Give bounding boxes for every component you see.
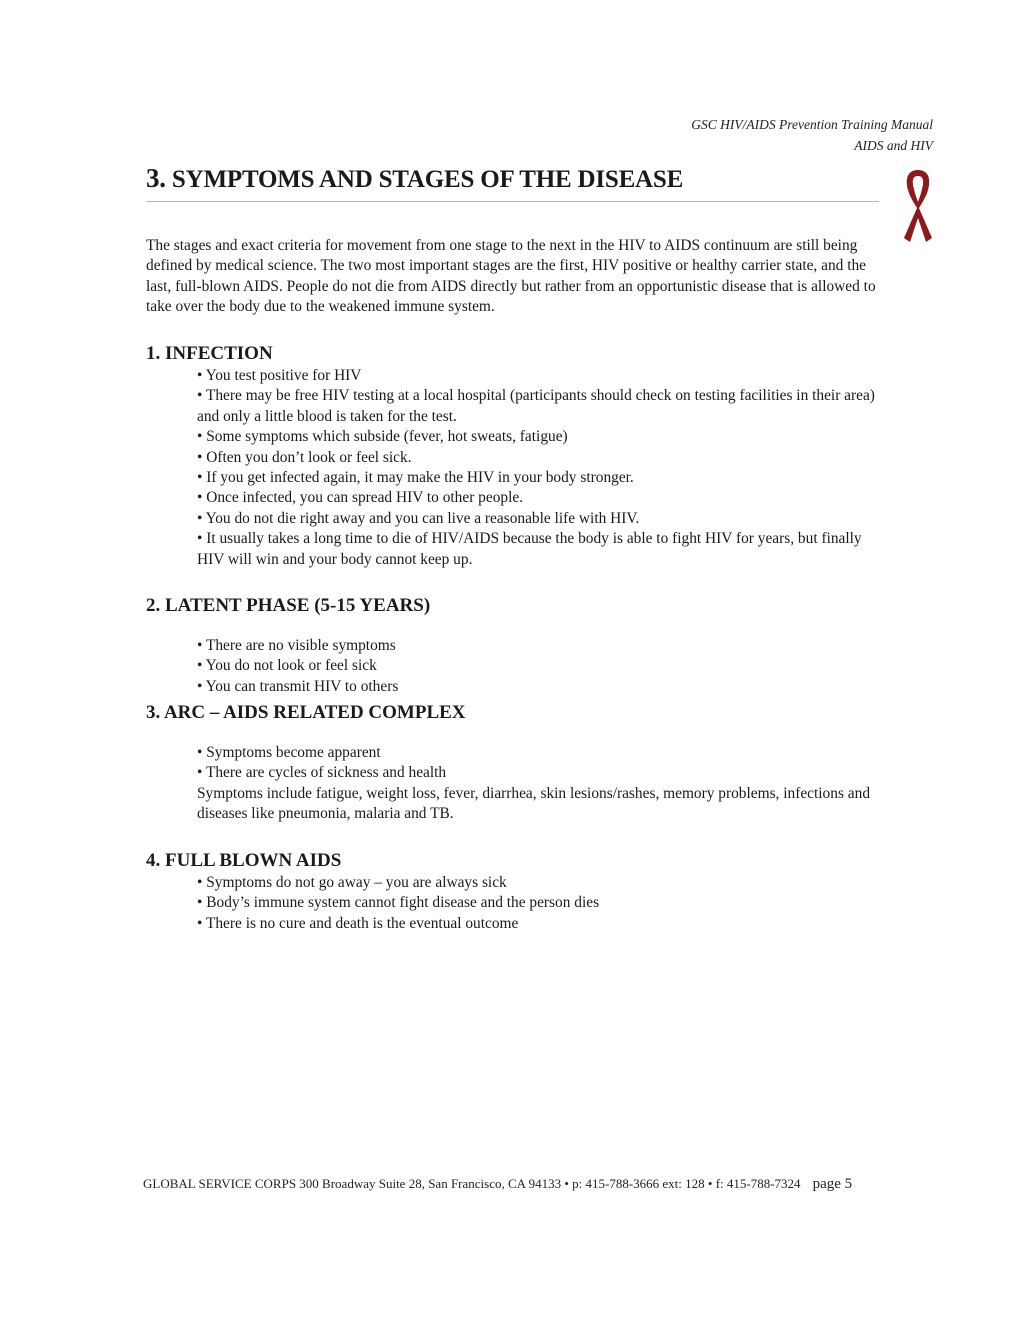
- section-heading: 3. ARC – AIDS RELATED COMPLEX: [146, 702, 466, 723]
- list-item: • There are cycles of sickness and health: [197, 764, 447, 782]
- footer-contact: GLOBAL SERVICE CORPS 300 Broadway Suite 28, San Francisco, CA 94133 • p: 415-788-3666 ext: 128 • f: 415-788-7324: [143, 1176, 801, 1191]
- section-full-blown-aids: [146, 849, 886, 934]
- bullet-list: [197, 366, 886, 570]
- bullet-list: [197, 636, 886, 697]
- title-divider: [146, 201, 879, 202]
- list-item: • There is no cure and death is the eventual outcome: [197, 914, 519, 932]
- section-latent-phase: [146, 594, 886, 697]
- list-item: • There may be free HIV testing at a local hospital (participants should check on testing facilities in their area) and only a little blood is taken for the test.: [197, 387, 875, 425]
- section-heading: 1. INFECTION: [146, 343, 273, 364]
- title-row: [146, 160, 879, 198]
- section-infection: [146, 342, 886, 570]
- section-heading: 2. LATENT PHASE (5-15 YEARS): [146, 595, 431, 616]
- list-item: • Often you don’t look or feel sick.: [197, 448, 412, 466]
- list-item: • You do not die right away and you can live a reasonable life with HIV.: [197, 509, 640, 527]
- section-arc: [146, 701, 886, 825]
- list-item: • There are no visible symptoms: [197, 637, 396, 654]
- title-number: 3.: [146, 163, 166, 193]
- section-heading: 4. FULL BLOWN AIDS: [146, 850, 342, 871]
- intro-paragraph: The stages and exact criteria for movement from one stage to the next in the HIV to AIDS continuum are still being defined by medical science. The two most important stages are the first, HIV positive or healthy carrier state, and the last, full-blown AIDS. People do not die from AIDS directly but rather from an opportunistic disease that is allowed to take over the body due to the weakened immune system.: [146, 237, 876, 316]
- list-item: • Body’s immune system cannot fight disease and the person dies: [197, 894, 600, 912]
- list-item: Symptoms include fatigue, weight loss, fever, diarrhea, skin lesions/rashes, memory problems, infections and diseases like pneumonia, malaria and TB.: [197, 784, 871, 823]
- list-item: • Symptoms do not go away – you are always sick: [197, 874, 507, 891]
- list-item: • If you get infected again, it may make the HIV in your body stronger.: [197, 469, 634, 487]
- page-footer: [143, 1175, 852, 1193]
- list-item: • Once infected, you can spread HIV to other people.: [197, 489, 524, 507]
- header-section: AIDS and HIV: [854, 138, 933, 153]
- page-title: [146, 160, 879, 198]
- bullet-list: [197, 743, 886, 825]
- list-item: • You can transmit HIV to others: [197, 677, 399, 695]
- list-item: • It usually takes a long time to die of HIV/AIDS because the body is able to fight HIV for years, but finally HIV will win and your body cannot keep up.: [197, 530, 862, 568]
- list-item: • You test positive for HIV: [197, 367, 362, 384]
- manual-title: GSC HIV/AIDS Prevention Training Manual: [691, 117, 933, 132]
- title-text: SYMPTOMS AND STAGES OF THE DISEASE: [171, 166, 684, 193]
- list-item: • Symptoms become apparent: [197, 744, 381, 761]
- list-item: • Some symptoms which subside (fever, hot sweats, fatigue): [197, 428, 568, 446]
- page-header: [691, 114, 933, 156]
- bullet-list: [197, 873, 886, 934]
- page-number: page 5: [812, 1176, 853, 1192]
- intro-block: [146, 236, 886, 318]
- awareness-ribbon-icon: [898, 166, 938, 246]
- list-item: • You do not look or feel sick: [197, 657, 377, 675]
